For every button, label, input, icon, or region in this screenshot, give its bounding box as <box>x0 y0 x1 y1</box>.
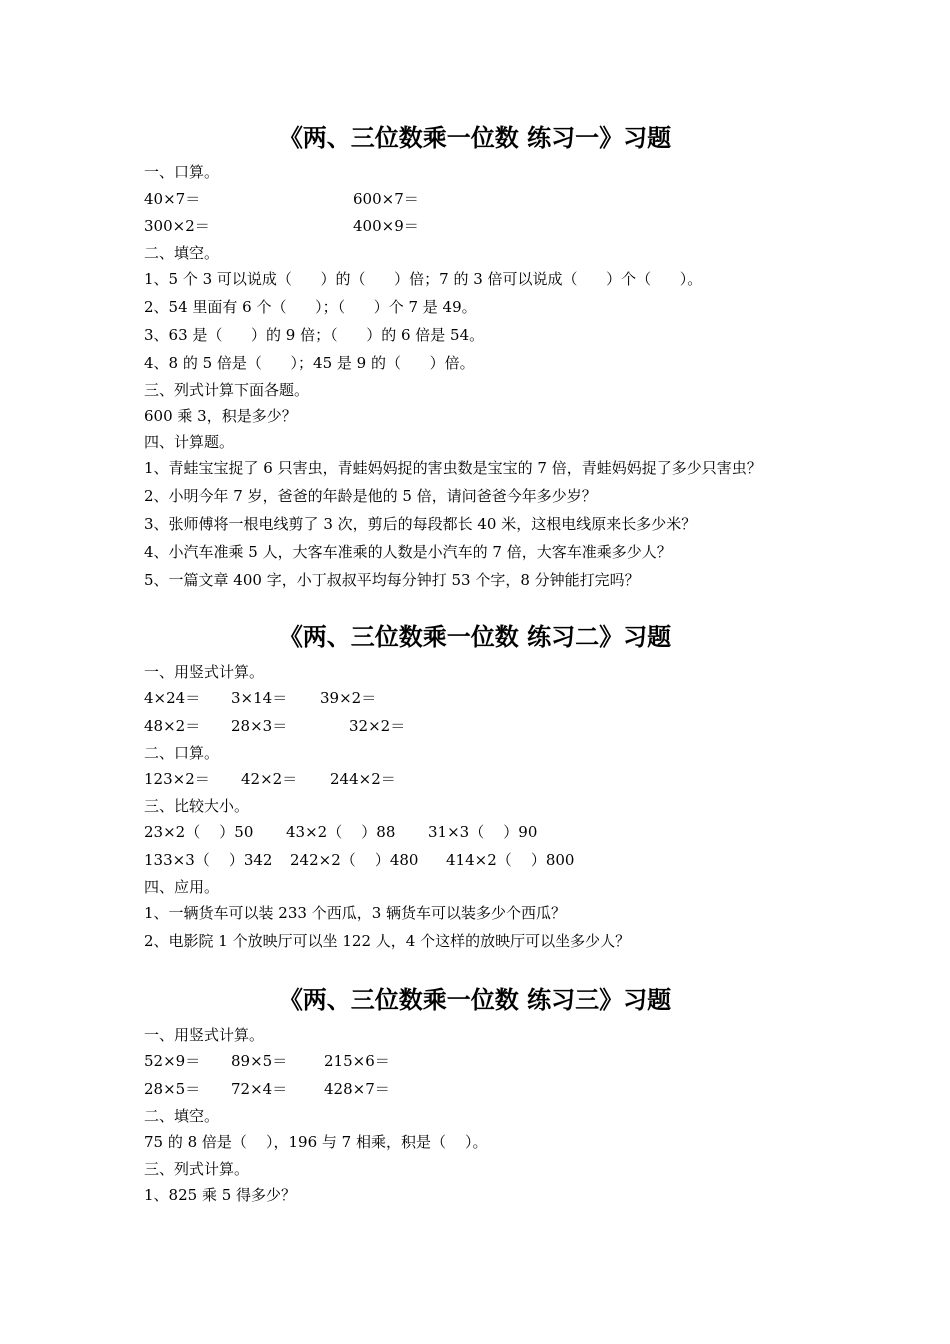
problem-cell: 72×4＝ <box>231 1080 288 1098</box>
formula-item: 600 乘 3，积是多少？ <box>144 407 297 425</box>
section-2-heading-apply: 四、应用。 <box>144 878 220 896</box>
fill-blank-item: 4、8 的 5 倍是（ ）；45 是 9 的（ ）倍。 <box>144 354 475 372</box>
fill-blank-item: 2、54 里面有 6 个（ ）；（ ）个 7 是 49。 <box>144 298 477 316</box>
section-2-title: 《两、三位数乘一位数 练习二》习题 <box>278 622 672 651</box>
compare-cell: 133×3（ ）342 <box>144 851 273 869</box>
problem-cell: 52×9＝ <box>144 1052 201 1070</box>
section-1-heading-fill: 二、填空。 <box>144 244 220 262</box>
problem-cell: 400×9＝ <box>353 217 419 235</box>
problem-cell: 39×2＝ <box>320 689 377 707</box>
problem-cell: 40×7＝ <box>144 190 201 208</box>
compare-cell: 414×2（ ）800 <box>446 851 575 869</box>
section-2-heading-compare: 三、比较大小。 <box>144 797 250 815</box>
word-problem-item: 3、张师傅将一根电线剪了 3 次，剪后的每段都长 40 米，这根电线原来长多少米？ <box>144 515 697 533</box>
problem-cell: 123×2＝ <box>144 770 210 788</box>
problem-cell: 28×3＝ <box>231 717 288 735</box>
problem-cell: 48×2＝ <box>144 717 201 735</box>
problem-cell: 89×5＝ <box>231 1052 288 1070</box>
fill-blank-item: 1、5 个 3 可以说成（ ）的（ ）倍；7 的 3 倍可以说成（ ）个（ ）。 <box>144 270 703 288</box>
problem-cell: 300×2＝ <box>144 217 210 235</box>
section-3-heading-formula: 三、列式计算。 <box>144 1160 250 1178</box>
fill-blank-item: 75 的 8 倍是（ ），196 与 7 相乘，积是（ ）。 <box>144 1133 488 1151</box>
word-problem-item: 1、青蛙宝宝捉了 6 只害虫，青蛙妈妈捉的害虫数是宝宝的 7 倍，青蛙妈妈捉了多少只害虫？ <box>144 459 762 477</box>
problem-cell: 428×7＝ <box>324 1080 390 1098</box>
compare-cell: 43×2（ ）88 <box>286 823 396 841</box>
section-3-title: 《两、三位数乘一位数 练习三》习题 <box>278 985 672 1014</box>
section-1-title: 《两、三位数乘一位数 练习一》习题 <box>278 123 672 152</box>
problem-cell: 28×5＝ <box>144 1080 201 1098</box>
compare-cell: 31×3（ ）90 <box>428 823 538 841</box>
section-2-heading-vertical: 一、用竖式计算。 <box>144 663 265 681</box>
section-3-heading-fill: 二、填空。 <box>144 1107 220 1125</box>
problem-cell: 4×24＝ <box>144 689 201 707</box>
section-2-heading-oral: 二、口算。 <box>144 744 220 762</box>
section-3-heading-vertical: 一、用竖式计算。 <box>144 1026 265 1044</box>
problem-cell: 3×14＝ <box>231 689 288 707</box>
problem-cell: 42×2＝ <box>241 770 298 788</box>
formula-item: 1、825 乘 5 得多少？ <box>144 1186 297 1204</box>
problem-cell: 215×6＝ <box>324 1052 390 1070</box>
word-problem-item: 1、一辆货车可以装 233 个西瓜，3 辆货车可以装多少个西瓜？ <box>144 904 567 922</box>
fill-blank-item: 3、63 是（ ）的 9 倍；（ ）的 6 倍是 54。 <box>144 326 485 344</box>
compare-cell: 23×2（ ）50 <box>144 823 254 841</box>
word-problem-item: 4、小汽车准乘 5 人，大客车准乘的人数是小汽车的 7 倍，大客车准乘多少人？ <box>144 543 672 561</box>
word-problem-item: 2、电影院 1 个放映厅可以坐 122 人，4 个这样的放映厅可以坐多少人？ <box>144 932 631 950</box>
word-problem-item: 5、一篇文章 400 字，小丁叔叔平均每分钟打 53 个字，8 分钟能打完吗？ <box>144 571 640 589</box>
problem-cell: 244×2＝ <box>330 770 396 788</box>
section-1-heading-formula: 三、列式计算下面各题。 <box>144 381 310 399</box>
problem-cell: 32×2＝ <box>349 717 406 735</box>
section-1-heading-calc: 四、计算题。 <box>144 433 235 451</box>
compare-cell: 242×2（ ）480 <box>290 851 419 869</box>
section-1-heading-oral: 一、口算。 <box>144 163 220 181</box>
problem-cell: 600×7＝ <box>353 190 419 208</box>
word-problem-item: 2、小明今年 7 岁，爸爸的年龄是他的 5 倍，请问爸爸今年多少岁？ <box>144 487 597 505</box>
